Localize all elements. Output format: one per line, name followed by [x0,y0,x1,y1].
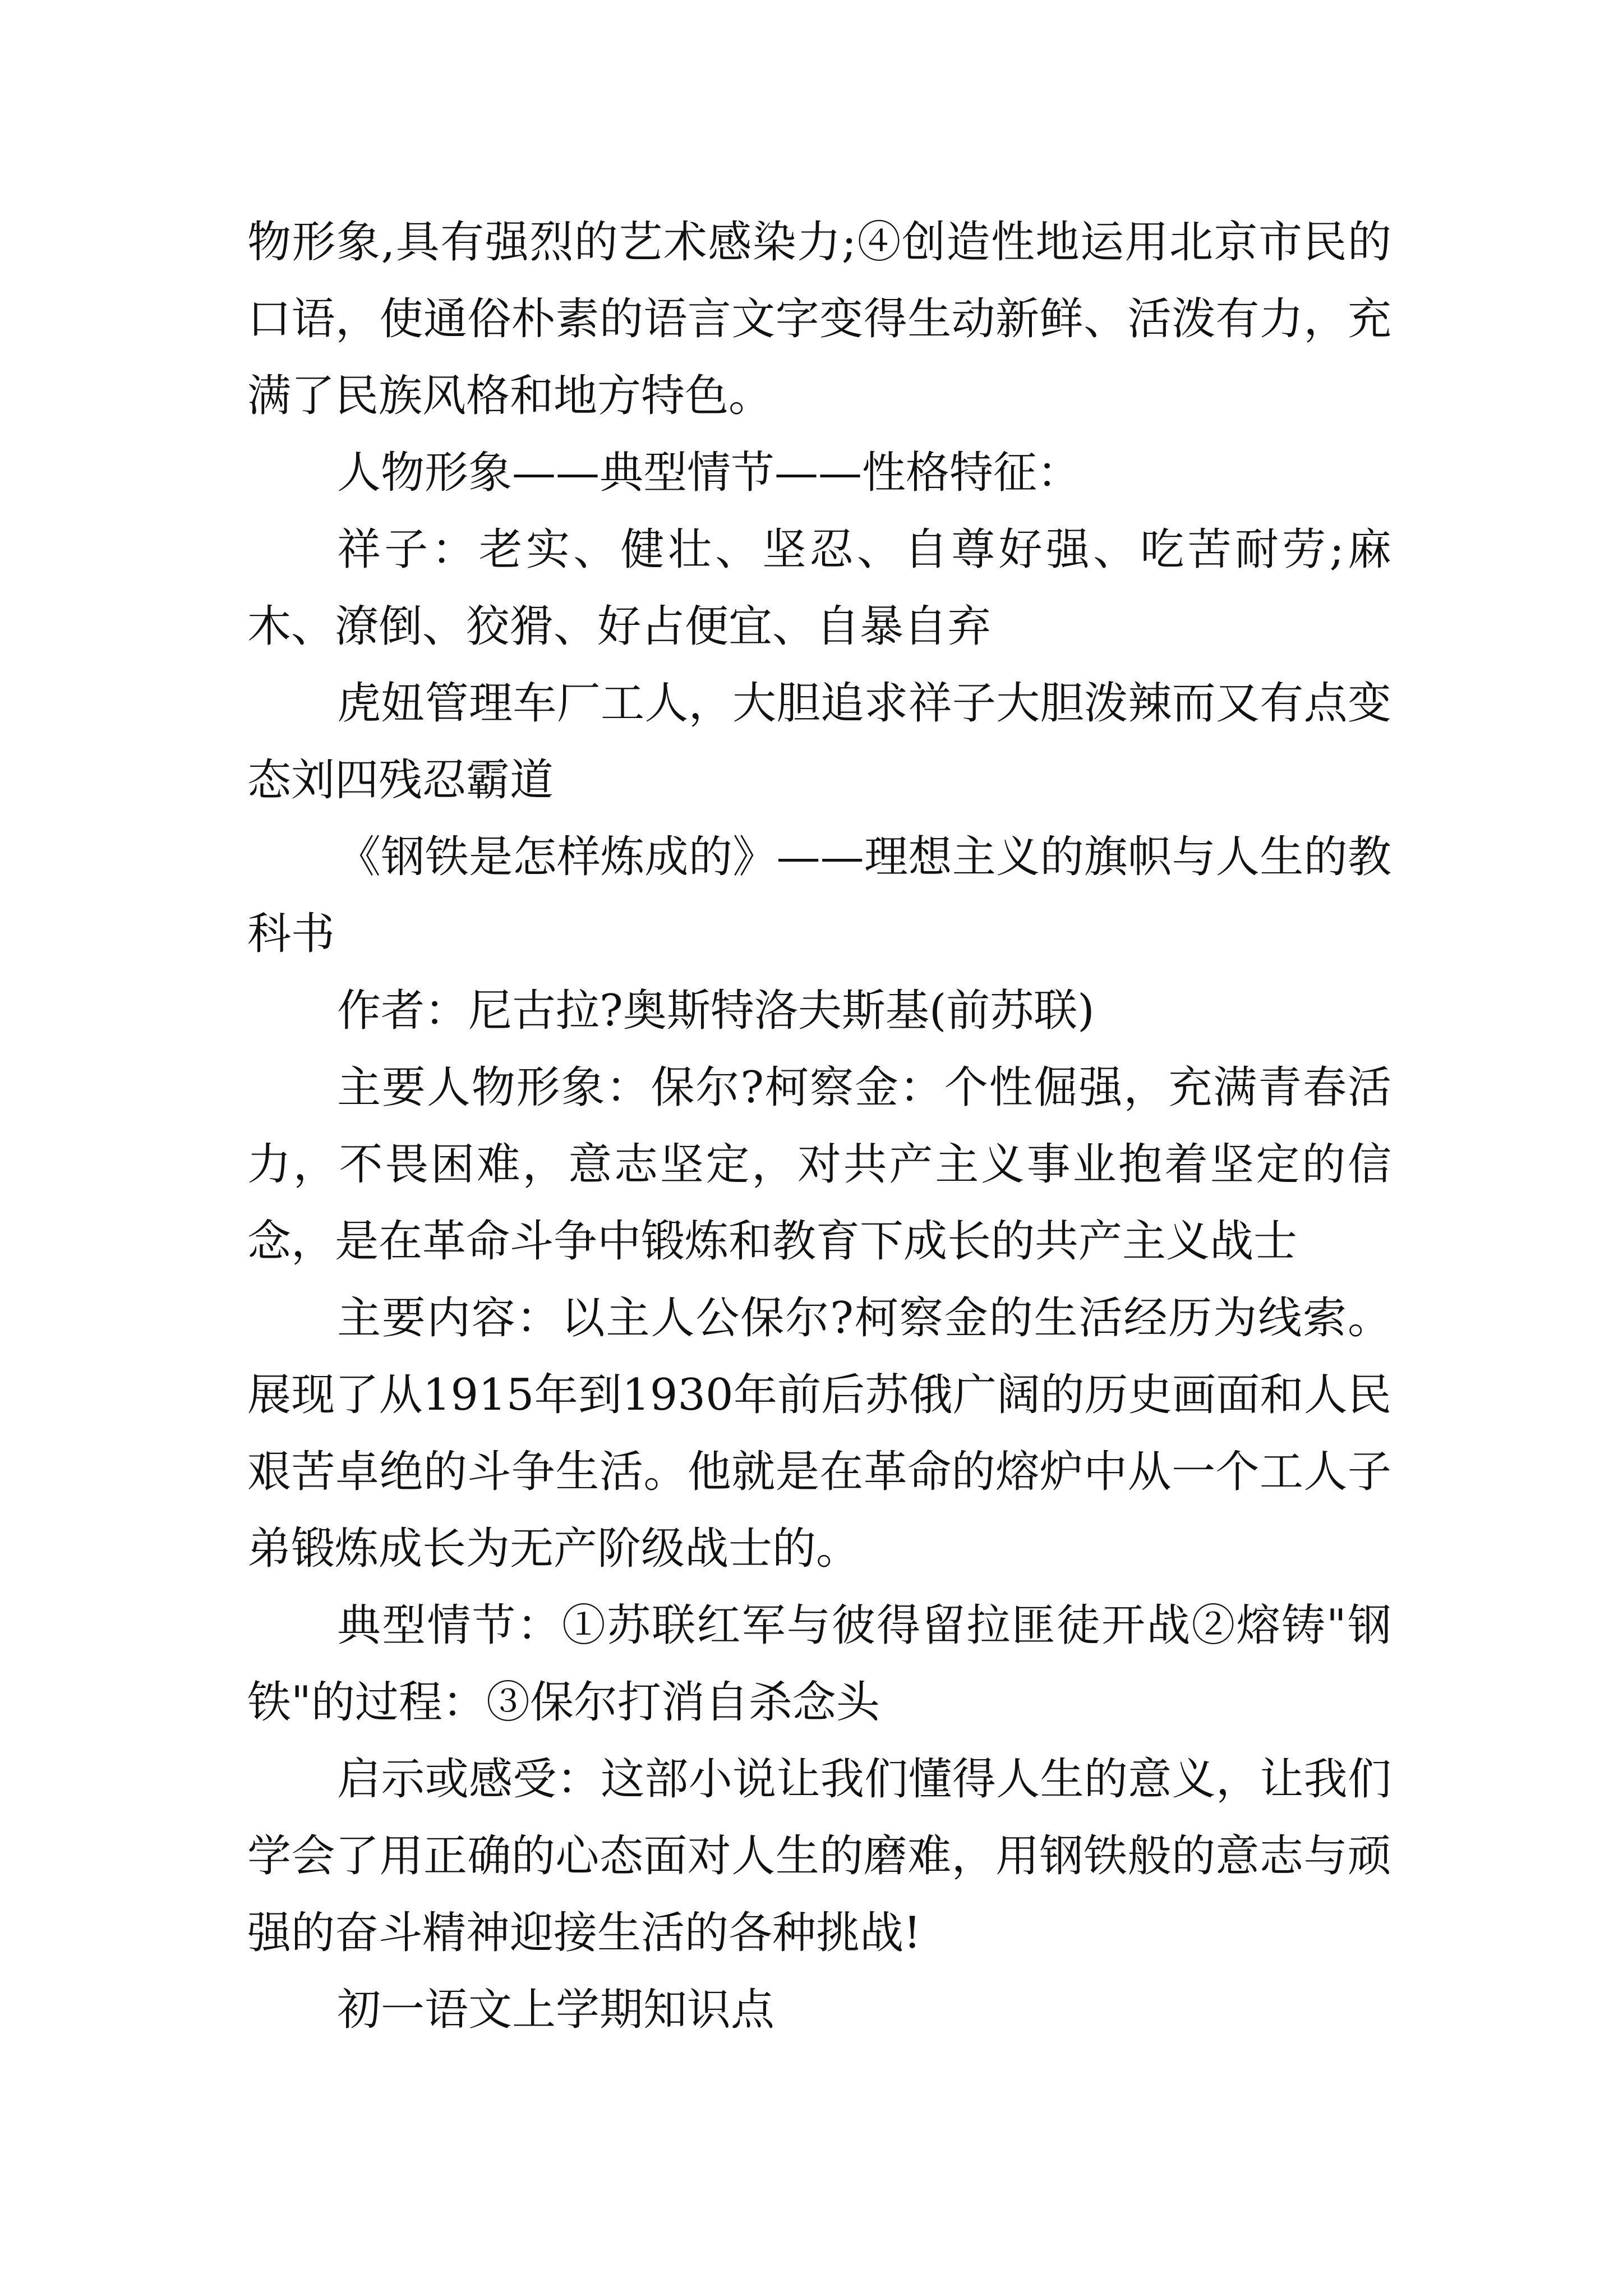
paragraph-1: 物形象,具有强烈的艺术感染力;④创造性地运用北京市民的口语，使通俗朴素的语言文字变得生动新鲜、活泼有力，充满了民族风格和地方特色。 [247,217,1391,421]
paragraph-11: 初一语文上学期知识点 [337,1985,775,2035]
paragraph-5: 《钢铁是怎样炼成的》——理想主义的旗帜与人生的教科书 [247,832,1391,959]
paragraph-2: 人物形象——典型情节——性格特征： [337,448,1081,498]
paragraph-8: 主要内容：以主人公保尔?柯察金的生活经历为线索。展现了从1915年到1930年前后苏俄广阔的历史画面和人民艰苦卓绝的斗争生活。他就是在革命的熔炉中从一个工人子弟锻炼成长为无产阶级战士的。 [247,1293,1391,1574]
paragraph-9: 典型情节：①苏联红军与彼得留拉匪徒开战②熔铸"钢铁"的过程：③保尔打消自杀念头 [247,1600,1391,1728]
paragraph-10: 启示或感受：这部小说让我们懂得人生的意义，让我们学会了用正确的心态面对人生的磨难，用钢铁般的意志与顽强的奋斗精神迎接生活的各种挑战! [247,1754,1391,1958]
paragraph-6: 作者：尼古拉?奥斯特洛夫斯基(前苏联) [337,986,1095,1036]
document-body [247,204,1391,2049]
paragraph-4: 虎妞管理车厂工人，大胆追求祥子大胆泼辣而又有点变态刘四残忍霸道 [247,678,1391,806]
paragraph-7: 主要人物形象：保尔?柯察金：个性倔强，充满青春活力，不畏困难，意志坚定，对共产主义事业抱着坚定的信念，是在革命斗争中锻炼和教育下成长的共产主义战士 [247,1062,1391,1267]
paragraph-3: 祥子：老实、健壮、坚忍、自尊好强、吃苦耐劳;麻木、潦倒、狡猾、好占便宜、自暴自弃 [247,524,1391,652]
